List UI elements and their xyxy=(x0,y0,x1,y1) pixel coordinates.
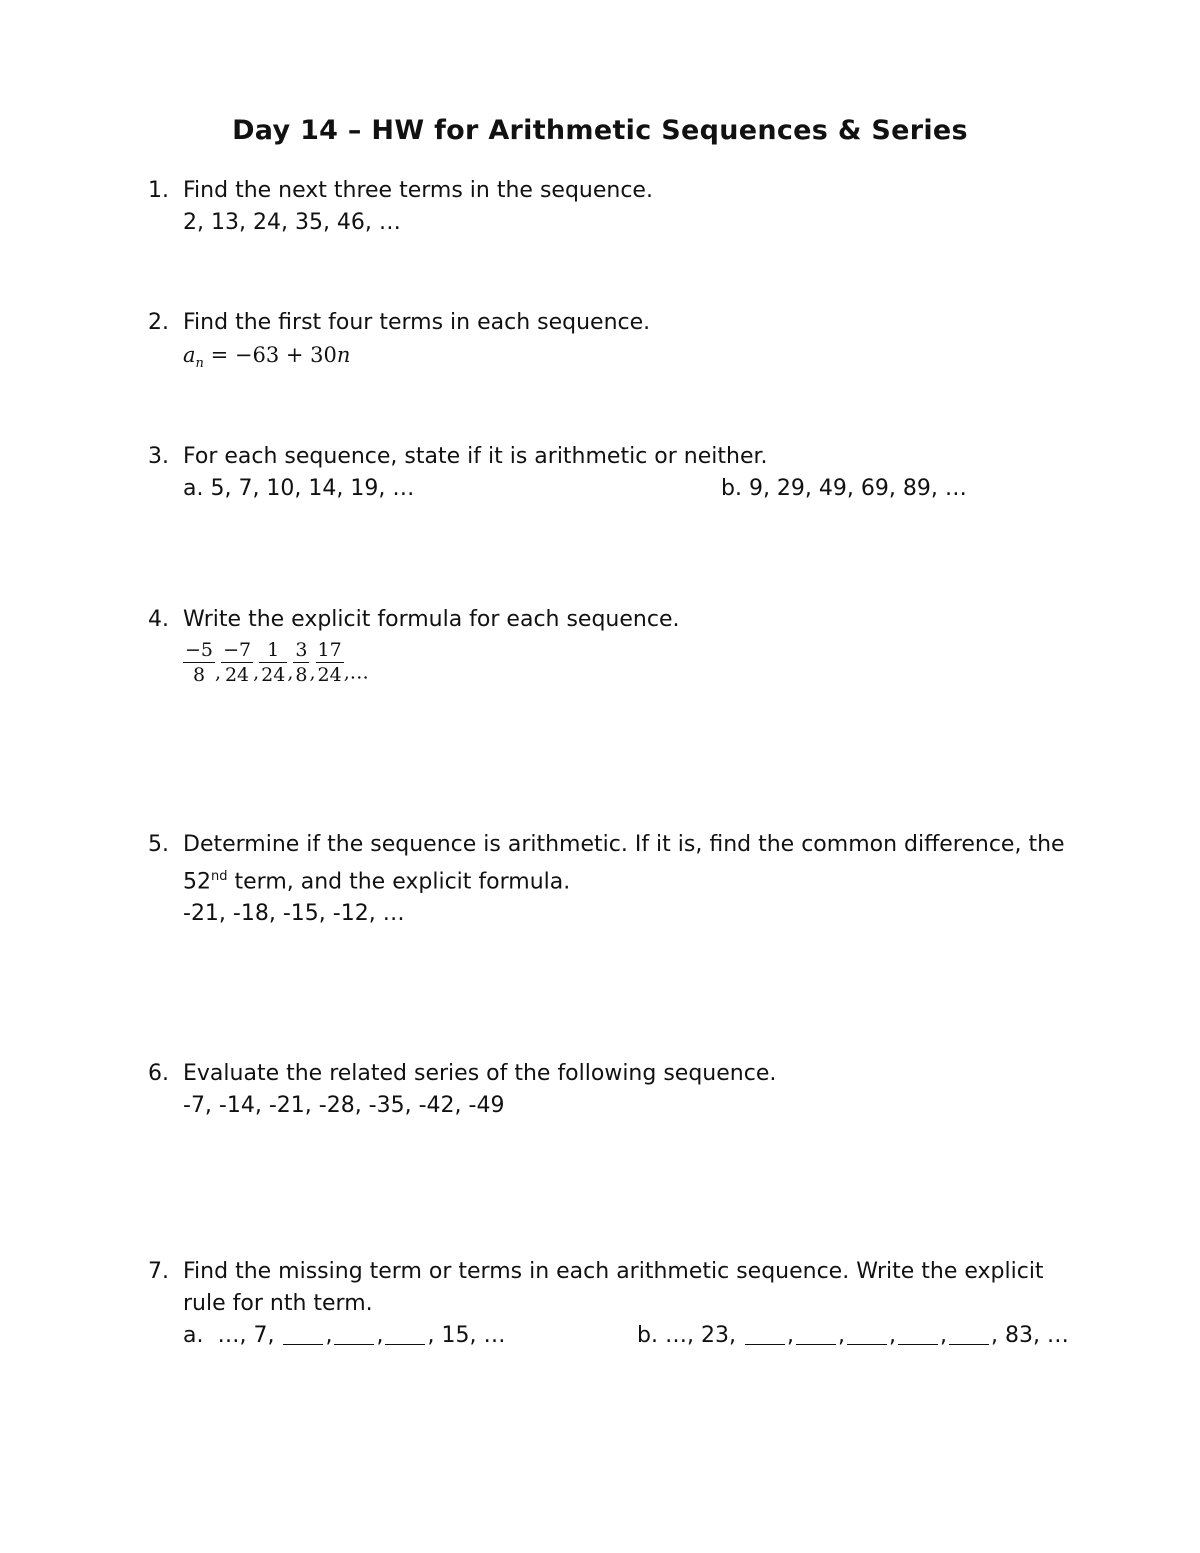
answer-blank[interactable] xyxy=(898,1344,938,1345)
formula xyxy=(183,339,1098,375)
question-number: 7. xyxy=(148,1259,169,1284)
part-a: a. 5, 7, 10, 14, 19, … xyxy=(183,476,415,501)
sequence: 2, 13, 24, 35, 46, … xyxy=(183,210,401,235)
answer-blank[interactable] xyxy=(949,1344,989,1345)
part-b: b. 9, 29, 49, 69, 89, … xyxy=(721,476,967,501)
question-text: For each sequence, state if it is arithmetic or neither. xyxy=(183,444,768,469)
answer-blank[interactable] xyxy=(283,1344,323,1345)
question-5 xyxy=(148,829,1098,930)
question-text: Write the explicit formula for each sequence. xyxy=(183,607,680,632)
question-number: 4. xyxy=(148,607,169,632)
formula-subscript: n xyxy=(195,356,204,371)
fraction-sequence: $\frac{-5}{8}$ , $\frac{-7}{24}$ , $\frac{1}{24}$ , $\frac{3}{8}$ , $\frac{17}{24}$ ,… xyxy=(185,639,369,686)
answer-blank[interactable] xyxy=(385,1344,425,1345)
question-2 xyxy=(148,307,1098,375)
answer-blank[interactable] xyxy=(334,1344,374,1345)
question-1 xyxy=(148,175,1098,239)
fraction: $\frac{-5}{8}$ xyxy=(185,639,214,686)
sequence: -7, -14, -21, -28, -35, -42, -49 xyxy=(183,1093,505,1118)
answer-blank[interactable] xyxy=(796,1344,836,1345)
question-4 xyxy=(148,604,1098,689)
fraction: $\frac{-7}{24}$ xyxy=(223,639,252,686)
question-6 xyxy=(148,1058,1098,1122)
question-number: 1. xyxy=(148,178,169,203)
fraction: $\frac{1}{24}$ xyxy=(261,639,286,686)
sequence: -21, -18, -15, -12, … xyxy=(183,901,405,927)
page-title: Day 14 – HW for Arithmetic Sequences & Series xyxy=(232,115,968,146)
question-number: 6. xyxy=(148,1061,169,1086)
fraction: $\frac{17}{24}$ xyxy=(317,639,342,686)
question-text-2: 52nd term, and the explicit formula. xyxy=(183,869,571,895)
sequence-tail: ,… xyxy=(343,661,369,684)
fraction: $\frac{3}{8}$ xyxy=(295,639,308,686)
formula-rhs: = −63 + 30 xyxy=(210,343,337,367)
question-7 xyxy=(148,1256,1098,1352)
question-text-2: rule for nth term. xyxy=(183,1291,373,1316)
question-text: Find the missing term or terms in each arithmetic sequence. Write the explicit xyxy=(183,1259,1044,1284)
question-number: 2. xyxy=(148,310,169,335)
question-number: 5. xyxy=(148,832,169,857)
part-b: b. …, 23, , , , , , 83, … xyxy=(637,1323,1069,1348)
formula-n: n xyxy=(336,343,351,367)
question-text: Find the next three terms in the sequence. xyxy=(183,178,653,203)
question-text: Find the first four terms in each sequence. xyxy=(183,310,651,335)
answer-blank[interactable] xyxy=(745,1344,785,1345)
question-text: Evaluate the related series of the following sequence. xyxy=(183,1061,777,1086)
formula-a: a xyxy=(183,343,196,367)
part-a: a. …, 7, , , , 15, … xyxy=(183,1323,506,1348)
question-3 xyxy=(148,441,1098,505)
question-text: Determine if the sequence is arithmetic. If it is, find the common difference, the xyxy=(183,832,1065,857)
question-number: 3. xyxy=(148,444,169,469)
answer-blank[interactable] xyxy=(847,1344,887,1345)
